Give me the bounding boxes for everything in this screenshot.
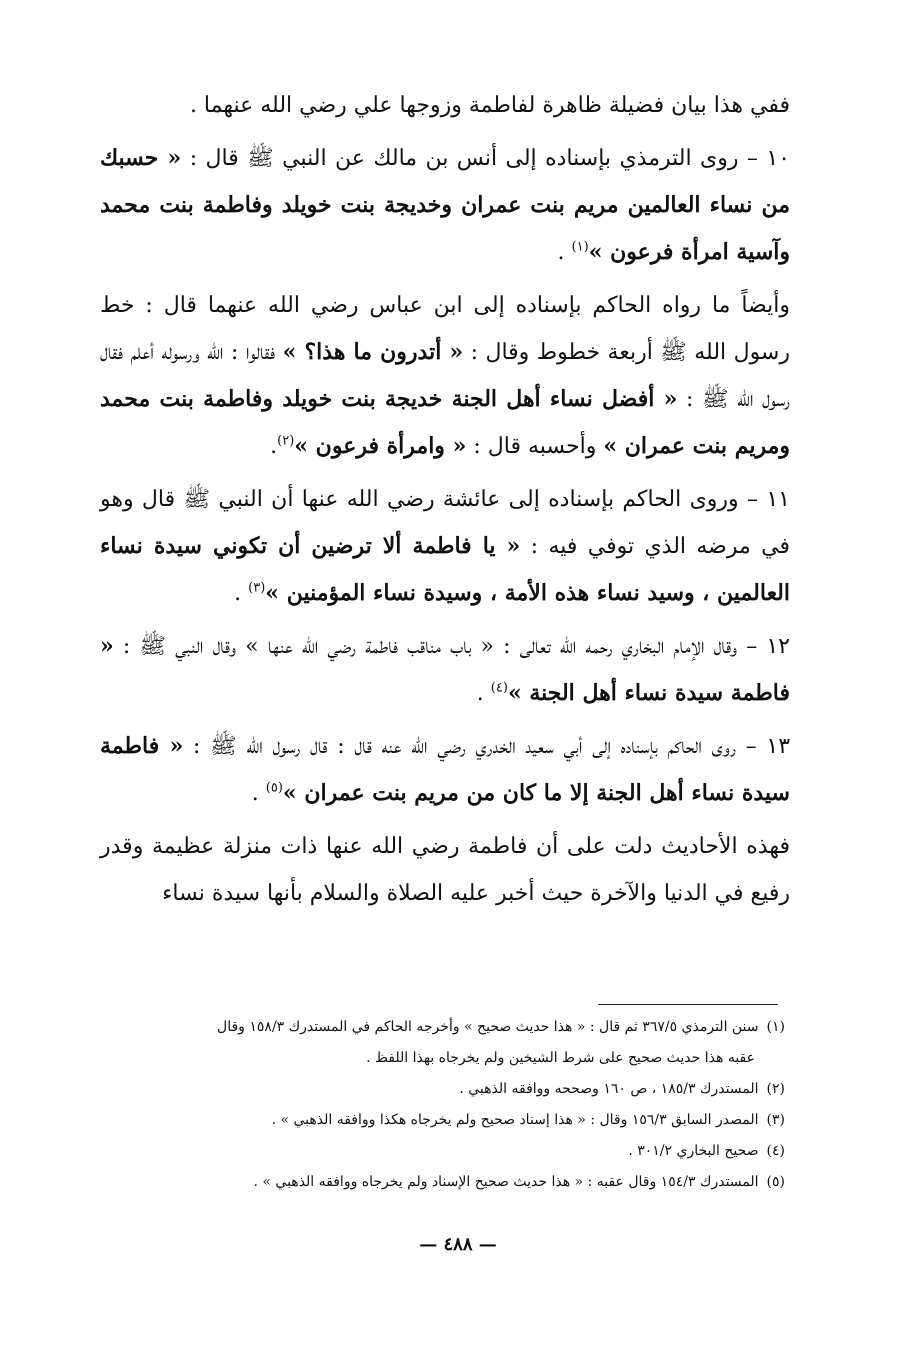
hadith-quote: « أتدرون ما هذا؟ » [282, 339, 464, 365]
hadith-quote: « أفضل نساء أهل الجنة خديجة بنت خويلد وفاطمة بنت محمد ومريم بنت عمران » [100, 386, 790, 459]
footnote-4 [95, 1136, 785, 1167]
footnote-number: (١) [766, 1019, 785, 1035]
hadith-quote: « فاطمة سيدة نساء أهل الجنة إلا ما كان من مريم بنت عمران » [100, 733, 790, 806]
text-segment: ففي هذا بيان فضيلة ظاهرة لفاطمة وزوجها علي رضي الله عنهما . [189, 93, 790, 118]
footnote-divider [598, 1004, 778, 1005]
text-segment: ١٣ – روى الحاكم بإسناده إلى أبي سعيد الخدري رضي الله عنه قال : قال رسول الله ﷺ : [183, 734, 791, 759]
footnotes [95, 1012, 785, 1198]
text-segment: وأحسبه قال : [466, 434, 604, 459]
text-segment: . [251, 781, 266, 806]
text-segment: ١١ – وروى الحاكم بإسناده إلى عائشة رضي الله عنها أن النبي ﷺ قال وهو في مرضه الذي توفي فيه : [100, 487, 791, 559]
footnote-number: (٣) [766, 1112, 785, 1128]
text-segment: فقالوا : الله ورسوله أعلم فقال رسول الله ﷺ : [100, 340, 790, 412]
footnote-text: المستدرك ١٨٥/٣ ، ص ١٦٠ وصححه ووافقه الذهبي . [459, 1081, 759, 1097]
text-segment: . [476, 681, 491, 706]
footnote-5 [95, 1167, 785, 1198]
text-segment: ١٠ – روى الترمذي بإسناده إلى أنس بن مالك عن النبي ﷺ قال : [181, 146, 790, 171]
text-segment: فهذه الأحاديث دلت على أن فاطمة رضي الله عنها ذات منزلة عظيمة وقدر رفيع في الدنيا والآخرة حيث أخبر عليه الصلاة والسلام بأنها سيدة نساء [100, 834, 790, 906]
paragraph-hadith-11 [100, 476, 790, 617]
main-text [100, 82, 790, 923]
footnote-1-continuation [95, 1043, 785, 1074]
footnote-number: (٢) [766, 1081, 785, 1097]
text-segment: . [557, 240, 572, 265]
paragraph-conclusion [100, 823, 790, 917]
footnote-text: سنن الترمذي ٣٦٧/٥ ثم قال : « هذا حديث صحيح » وأخرجه الحاكم في المستدرك ١٥٨/٣ وقال [217, 1019, 759, 1035]
paragraph-hadith-10 [100, 135, 790, 276]
text-segment: ١٢ – وقال الإمام البخاري رحمه الله تعالى : « باب مناقب فاطمة رضي الله عنها » وقال النبي ﷺ : [113, 634, 790, 659]
paragraph-intro [100, 82, 790, 129]
footnote-ref: (٣) [248, 580, 266, 596]
footnote-3 [95, 1105, 785, 1136]
footnote-ref: (٥) [265, 780, 283, 796]
page-number: — ٤٨٨ — [419, 1234, 497, 1255]
hadith-quote: « وامرأة فرعون » [294, 433, 467, 459]
hadith-quote: « حسبك من نساء العالمين مريم بنت عمران وخديجة بنت خويلد وفاطمة بنت محمد وآسية امرأة فرعون » [100, 145, 790, 265]
footnote-ref: (٢) [277, 433, 295, 449]
footnote-text: صحيح البخاري ٣٠١/٢ . [628, 1143, 759, 1159]
paragraph-hadith-12 [100, 623, 790, 717]
footnote-number: (٤) [766, 1143, 785, 1159]
footnote-text: المصدر السابق ١٥٦/٣ وقال : « هذا إسناد صحيح ولم يخرجاه هكذا ووافقه الذهبي » . [271, 1112, 759, 1128]
footnote-ref: (١) [571, 239, 589, 255]
text-segment: وأيضاً ما رواه الحاكم بإسناده إلى ابن عباس رضي الله عنهما قال : خط رسول الله ﷺ أربعة خطوط وقال : [100, 293, 790, 365]
footnote-text: عقبه هذا حديث صحيح على شرط الشيخين ولم يخرجاه بهذا اللفظ . [366, 1050, 755, 1066]
hadith-quote: « يا فاطمة ألا ترضين أن تكوني سيدة نساء العالمين ، وسيد نساء هذه الأمة ، وسيدة نساء المؤمنين » [100, 533, 790, 606]
paragraph-hadith-13 [100, 723, 790, 817]
paragraph-hakim-ibn-abbas [100, 282, 790, 470]
footnote-2 [95, 1074, 785, 1105]
hadith-quote: « فاطمة سيدة نساء أهل الجنة » [100, 633, 790, 706]
text-segment: . [234, 581, 249, 606]
footnote-ref: (٤) [490, 680, 508, 696]
text-segment: . [270, 434, 278, 459]
footnote-number: (٥) [766, 1174, 785, 1190]
footnote-1 [95, 1012, 785, 1043]
footnote-text: المستدرك ١٥٤/٣ وقال عقبه : « هذا حديث صحيح الإسناد ولم يخرجاه ووافقه الذهبي » . [253, 1174, 759, 1190]
